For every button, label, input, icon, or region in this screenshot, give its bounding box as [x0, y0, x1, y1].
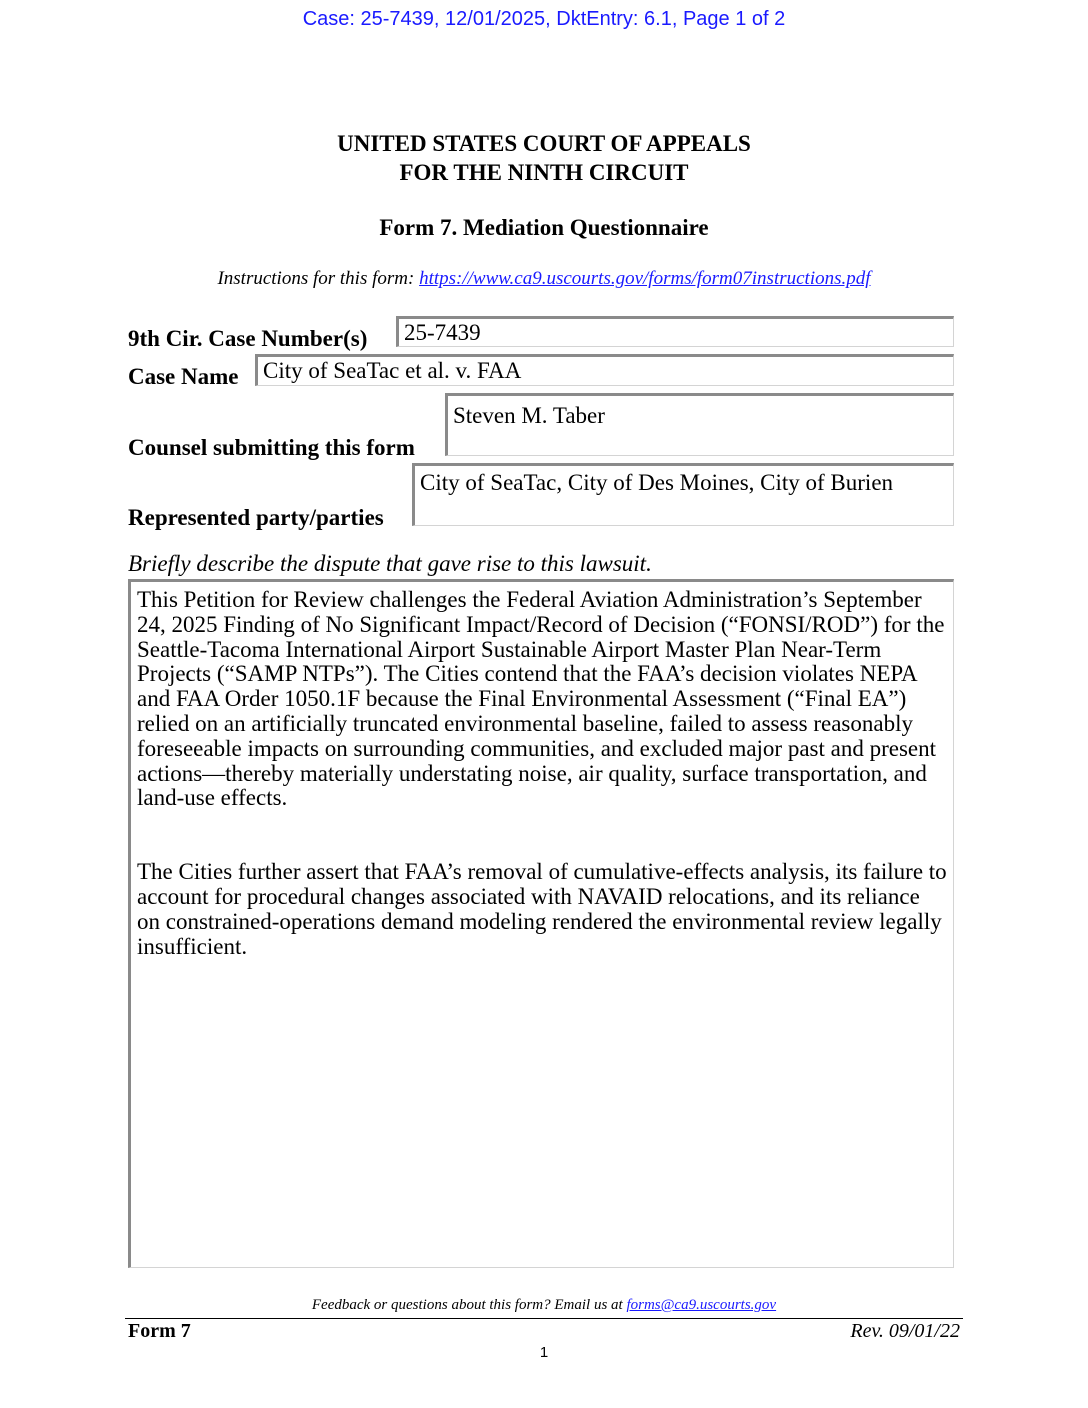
footer-divider — [125, 1318, 963, 1319]
dispute-prompt: Briefly describe the dispute that gave rise to this lawsuit. — [128, 551, 652, 576]
parties-label: Represented party/parties — [128, 505, 384, 530]
form-title: Form 7. Mediation Questionnaire — [379, 215, 709, 240]
parties-field[interactable]: City of SeaTac, City of Des Moines, City of Burien — [412, 463, 954, 526]
counsel-label: Counsel submitting this form — [128, 435, 415, 460]
instructions-line — [0, 268, 1088, 290]
case-number-label: 9th Cir. Case Number(s) — [128, 326, 368, 351]
instructions-prefix: Instructions for this form: — [217, 268, 415, 289]
feedback-prefix: Feedback or questions about this form? Email us at — [311, 1297, 623, 1313]
court-heading-line2: FOR THE NINTH CIRCUIT — [399, 160, 689, 185]
feedback-line — [0, 1297, 1088, 1314]
form-label: Form 7 — [128, 1320, 191, 1342]
case-stamp: Case: 25-7439, 12/01/2025, DktEntry: 6.1, Page 1 of 2 — [302, 8, 786, 30]
dispute-paragraph-1: This Petition for Review challenges the Federal Aviation Administration’s September 24, 2025 Finding of No Significant Impact/Record of Decision (“FONSI/ROD”) for the Seattle-Tacoma International Airport Sustainable Airport Master Plan Near-Term Projects (“SAMP NTPs”). The Cities contend that the FAA’s decision violates NEPA and FAA Order 1050.1F because the Final Environmental Assessment (“Final EA”) relied on an artificially truncated environmental baseline, failed to assess reasonably foreseeable impacts on surrounding communities, and excluded major past and present actions—thereby materially understating noise, air quality, surface transportation, and land-use effects. — [137, 587, 945, 811]
court-heading — [0, 129, 1088, 187]
revision-date: Rev. 09/01/22 — [850, 1320, 960, 1342]
instructions-link[interactable]: https://www.ca9.uscourts.gov/forms/form07instructions.pdf — [419, 268, 871, 289]
case-name-field[interactable]: City of SeaTac et al. v. FAA — [255, 354, 954, 386]
case-number-field[interactable]: 25-7439 — [396, 316, 954, 347]
feedback-email-link[interactable]: forms@ca9.uscourts.gov — [626, 1297, 777, 1313]
page-number: 1 — [539, 1344, 549, 1361]
dispute-textarea[interactable] — [128, 579, 954, 1268]
dispute-paragraph-2: The Cities further assert that FAA’s removal of cumulative-effects analysis, its failure to account for procedural changes associated with NAVAID relocations, and its reliance on constrained-operations demand modeling rendered the environmental review legally insufficient. — [137, 859, 947, 959]
court-heading-line1: UNITED STATES COURT OF APPEALS — [337, 131, 751, 156]
counsel-field[interactable]: Steven M. Taber — [445, 393, 954, 456]
case-name-label: Case Name — [128, 364, 239, 389]
